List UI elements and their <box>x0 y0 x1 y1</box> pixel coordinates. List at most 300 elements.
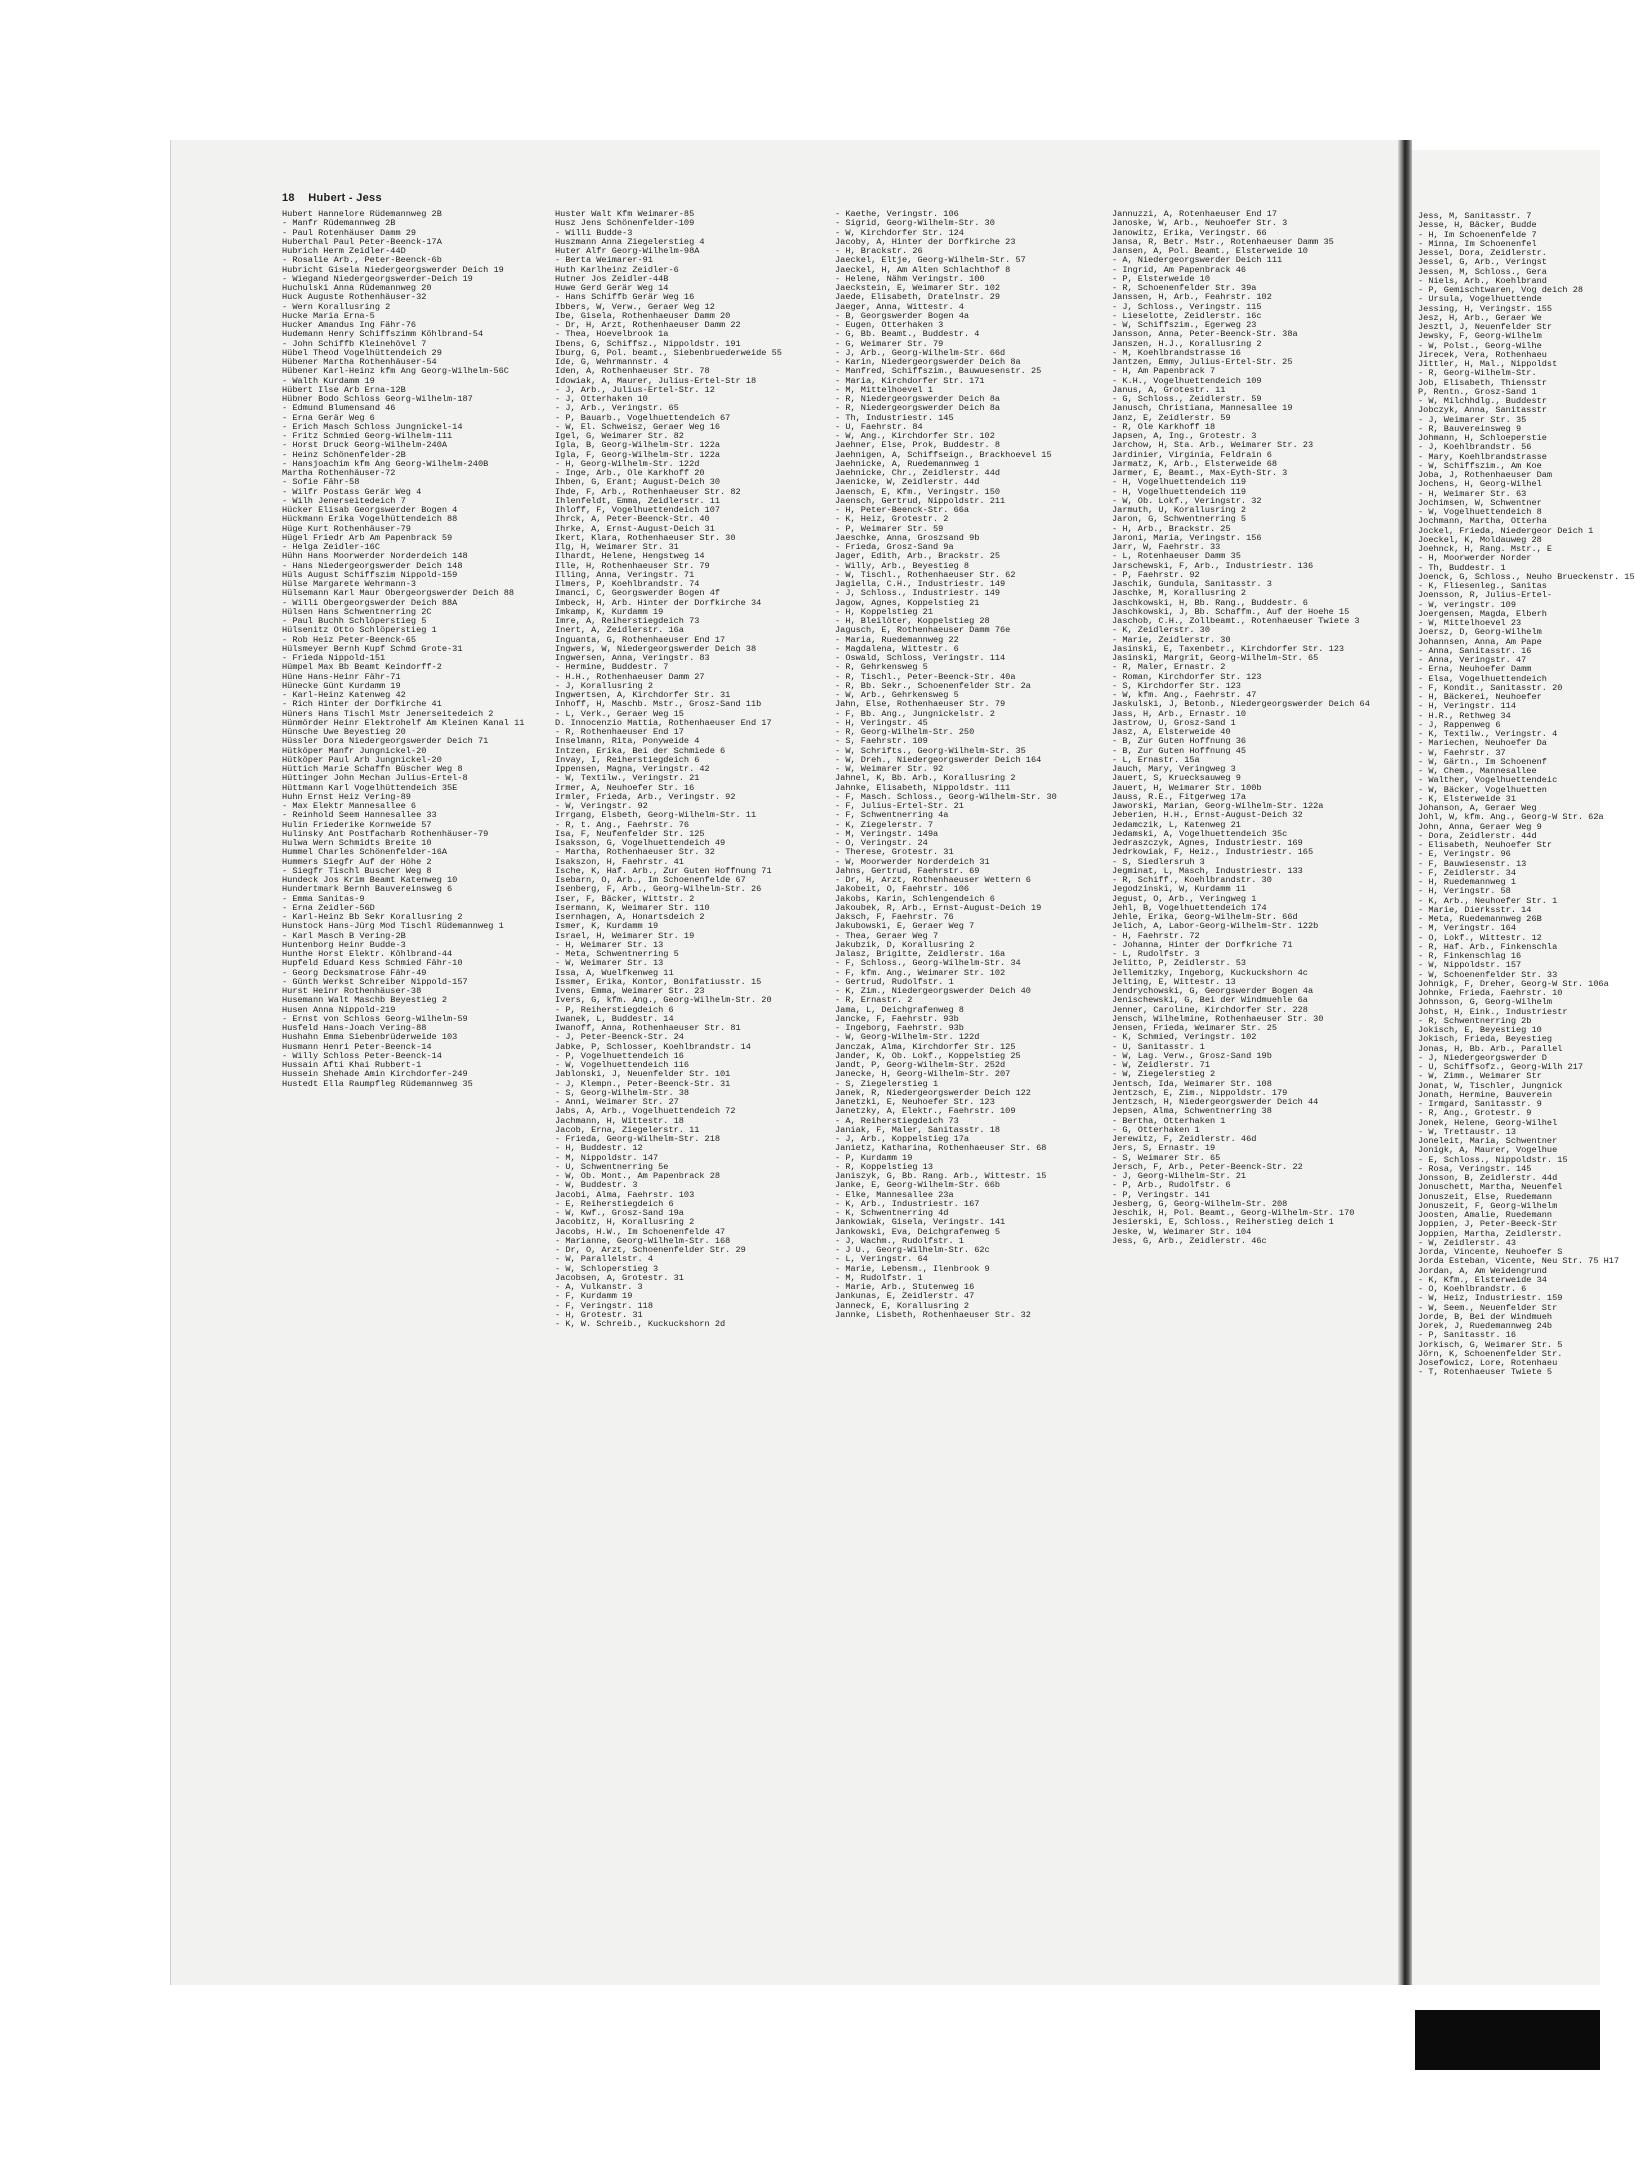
directory-entry: Johannsen, Anna, Am Pape <box>1418 636 1542 647</box>
directory-entry: Inguanta, G, Rothenhaeuser End 17 <box>555 634 726 645</box>
directory-entry: Jaschkowski, H, Bb. Rang., Buddestr. 6 <box>1112 597 1308 608</box>
directory-entry: Hudemann Henry Schiffszimm Köhlbrand-54 <box>282 329 484 340</box>
directory-entry: Jakoubek, R, Arb., Ernst-August-Deich 19 <box>835 902 1042 913</box>
directory-entry: Jankunas, E, Zeidlerstr. 47 <box>835 1291 975 1302</box>
directory-entry: - W, Seem., Neuenfelder Str <box>1418 1302 1558 1313</box>
directory-entry: Jankowski, Eva, Deichgrafenweg 5 <box>835 1226 1001 1237</box>
directory-entry: Issmer, Erika, Kontor, Bonifatiusstr. 15 <box>555 976 762 987</box>
directory-entry: - Rosa, Veringstr. 145 <box>1418 1163 1532 1174</box>
directory-entry: - Lieselotte, Zeidlerstr. 16c <box>1112 310 1262 321</box>
directory-entry: Isebarn, O, Arb., Im Schoenenfelde 67 <box>555 875 746 885</box>
directory-entry: - U, Faehrstr. 84 <box>835 421 923 432</box>
directory-entry: - Hans Niedergeorgswerder Deich 148 <box>282 560 463 571</box>
directory-entry: Jirecek, Vera, Rothenhaeu <box>1418 349 1547 360</box>
directory-entry: Hussein Shehade Amin Kirchdorfer-249 <box>282 1069 468 1080</box>
page-title: Hubert - Jess <box>308 192 382 204</box>
directory-entry: - H, Grotestr. 31 <box>555 1309 643 1320</box>
directory-entry: Iwanoff, Anna, Rothenhaeuser Str. 81 <box>555 1023 741 1033</box>
directory-entry: - Therese, Grotestr. 31 <box>835 847 954 858</box>
directory-entry: Jauert, H, Weimarer Str. 100b <box>1112 782 1262 793</box>
directory-entry: - W, Dreh., Niedergeorgswerder Deich 164 <box>835 754 1042 765</box>
directory-entry: - Irmgard, Sanitasstr. 9 <box>1418 1099 1542 1109</box>
directory-entry: Jobczyk, Anna, Sanitasstr <box>1418 405 1547 416</box>
directory-entry: Jentzsch, H, Niedergeorgswerder Deich 44 <box>1112 1097 1319 1107</box>
directory-entry: Hulwa Wern Schmidts Breite 10 <box>282 838 432 848</box>
directory-entry: Jachmann, H, Wittestr. 18 <box>555 1115 684 1126</box>
directory-entry: Ippensen, Magna, Veringstr. 42 <box>555 764 710 774</box>
directory-entry: Hüls August Schiffszim Nippold-159 <box>282 569 458 580</box>
directory-entry: - Mary, Koehlbrandstrasse <box>1418 451 1547 462</box>
directory-entry: Hunthe Horst Elektr. Köhlbrand-44 <box>282 949 453 959</box>
directory-entry: Jaeckel, H, Am Alten Schlachthof 8 <box>835 264 1011 275</box>
directory-entry: - Ernst von Schloss Georg-Wilhelm-59 <box>282 1013 468 1024</box>
directory-entry: Ibe, Gisela, Rothenhaeuser Damm 20 <box>555 310 731 321</box>
directory-entry: Hüge Kurt Rothenhäuser-79 <box>282 523 411 534</box>
directory-entry: - E, Veringstr. 96 <box>1418 849 1511 860</box>
directory-entry: - W, Chem., Mannesallee <box>1418 766 1537 776</box>
directory-entry: - P, Faehrstr. 92 <box>1112 569 1200 580</box>
directory-entry: Joersz, D, Georg-Wilhelm <box>1418 627 1542 638</box>
directory-entry: - K, Ziegelerstr. 7 <box>835 819 933 830</box>
directory-entry: - R, Rothenhaeuser End 17 <box>555 727 684 737</box>
directory-entry: - P, Reiherstiegdeich 6 <box>555 1004 674 1015</box>
directory-entry: Jahn, Else, Rothenhaeuser Str. 79 <box>835 699 1006 710</box>
directory-entry: Jochimsen, W, Schwentner <box>1418 497 1542 508</box>
directory-entry: Jonuschett, Martha, Neuenfel <box>1418 1182 1563 1193</box>
directory-entry: - Bertha, Otterhaken 1 <box>1112 1115 1226 1126</box>
directory-entry: Jorkisch, G, Weimarer Str. 5 <box>1418 1339 1563 1350</box>
directory-entry: - W, Weimarer Str. 13 <box>555 958 664 969</box>
directory-entry: - K, Arb., Neuhoefer Str. 1 <box>1418 895 1558 906</box>
directory-entry: - L, Rudolfstr. 3 <box>1112 949 1200 959</box>
directory-entry: - R, Finkenschlag 16 <box>1418 951 1522 961</box>
directory-entry: Jarmatz, K, Arb., Elsterweide 68 <box>1112 458 1278 469</box>
directory-entry: Huntenborg Heinr Budde-3 <box>282 939 406 950</box>
directory-entry: Hückmann Erika Vogelhüttendeich 88 <box>282 514 458 525</box>
directory-entry: - W, Vogelhuettendeich 116 <box>555 1060 690 1070</box>
directory-entry: Ingwersen, Anna, Veringstr. 83 <box>555 653 710 663</box>
directory-entry: Jonuszeit, F, Georg-Wilhelm <box>1418 1200 1558 1211</box>
directory-entry: - J, Otterhaken 10 <box>555 394 648 404</box>
directory-entry: Jesse, H, Bäcker, Budde <box>1418 220 1537 231</box>
directory-entry: Jochmann, Martha, Otterha <box>1418 516 1547 527</box>
directory-entry: - J, Niedergeorgswerder D <box>1418 1052 1547 1063</box>
book-gutter <box>1398 140 1412 1985</box>
directory-entry: - W, Textilw., Veringstr. 21 <box>555 773 700 784</box>
directory-entry: - K, W. Schreib., Kuckuckshorn 2d <box>555 1319 726 1329</box>
directory-entry: - H.R., Rethweg 34 <box>1418 710 1511 721</box>
directory-entry: - H, Vogelhuettendeich 119 <box>1112 477 1247 488</box>
directory-entry: Ingwers, W, Niedergeorgswerder Deich 38 <box>555 643 757 654</box>
directory-entry: Jaskulski, J, Betonb., Niedergeorgswerder Deich 64 <box>1112 699 1370 710</box>
directory-entry: - Dr, O, Arzt, Schoenenfelder Str. 29 <box>555 1245 746 1255</box>
directory-entry: Jankowiak, Gisela, Veringstr. 141 <box>835 1217 1006 1228</box>
directory-entry: Janowitz, Erika, Veringstr. 66 <box>1112 227 1267 238</box>
directory-entry: - L, Verk., Geraer Weg 15 <box>555 708 684 719</box>
directory-entry: Jaede, Elisabeth, Dratelnstr. 29 <box>835 292 1001 303</box>
directory-entry: Jahnel, K, Bb. Arb., Korallusring 2 <box>835 773 1016 784</box>
directory-entry: - P, Gemischtwaren, Vog deich 28 <box>1418 285 1584 295</box>
directory-entry: Janneck, E, Korallusring 2 <box>835 1300 970 1311</box>
directory-entry: Hummel Charles Schönenfelder-16A <box>282 847 448 858</box>
directory-entry: Isaksson, G, Vogelhuettendeich 49 <box>555 838 726 848</box>
directory-entry: Ibbers, W, Verw., Geraer Weg 12 <box>555 301 715 312</box>
directory-entry: Jonsson, B, Zeidlerstr. 44d <box>1418 1173 1558 1183</box>
directory-entry: - B, Zur Guten Hoffnung 36 <box>1112 736 1247 747</box>
directory-entry: Janke, E, Georg-Wilhelm-Str. 66b <box>835 1180 1001 1191</box>
directory-entry: Jansen, A, Pol. Beamt., Elsterweide 10 <box>1112 246 1308 256</box>
directory-entry: - Meta, Ruedemannweg 26B <box>1418 914 1542 924</box>
directory-entry: Hussain Afti Khai Rubbert-1 <box>282 1060 422 1070</box>
directory-entry: - F, Kondit., Sanitasstr. 20 <box>1418 682 1563 693</box>
directory-entry: - T, Rotenhaeuser Twiete 5 <box>1418 1367 1553 1378</box>
directory-entry: - Mariechen, Neuhoefer Da <box>1418 738 1547 749</box>
directory-entry: Hüne Hans-Heinr Fähr-71 <box>282 671 401 682</box>
directory-entry: - H, Veringstr. 114 <box>1418 701 1516 712</box>
directory-entry: - Walth Kurdamm 19 <box>282 375 375 386</box>
directory-entry: - M, Rudolfstr. 1 <box>835 1272 923 1283</box>
directory-entry: - W, Faehrstr. 37 <box>1418 747 1506 758</box>
directory-entry: - F, Schwentnerring 4a <box>835 810 949 821</box>
directory-entry: Hüners Hans Tischl Mstr Jenerseitedeich 2 <box>282 708 494 719</box>
directory-entry: Jonek, Helene, Georg-Wilhel <box>1418 1117 1558 1128</box>
directory-entry: Jaschkowski, J, Bb. Schaffm., Auf der Hoehe 15 <box>1112 606 1350 617</box>
directory-entry: - H, Faehrstr. 72 <box>1112 930 1200 941</box>
directory-entry: - L, Ernastr. 15a <box>1112 754 1200 765</box>
directory-entry: - H, Buddestr. 12 <box>555 1143 643 1154</box>
directory-entry: Hülsenitz Otto Schlöperstieg 1 <box>282 625 437 636</box>
directory-entry: Ihloff, F, Vogelhuettendeich 107 <box>555 505 721 515</box>
directory-entry: - Wern Korallusring 2 <box>282 301 391 312</box>
directory-entry: Intzen, Erika, Bei der Schmiede 6 <box>555 745 726 756</box>
directory-entry: Jessel, G, Arb., Veringst <box>1418 257 1547 268</box>
directory-entry: Jakubzik, D, Korallusring 2 <box>835 939 975 950</box>
directory-entry: - K, Schmied, Veringstr. 102 <box>1112 1032 1257 1043</box>
directory-entry: P, Rentn., Grosz-Sand 1 <box>1418 386 1537 397</box>
directory-entry: - Erna, Neuhoefer Damm <box>1418 664 1532 675</box>
directory-entry: - Willy Schloss Peter-Beenck-14 <box>282 1050 442 1061</box>
directory-entry: - Sofie Fähr-58 <box>282 477 360 488</box>
directory-entry: Hübener Karl-Heinz kfm Ang Georg-Wilhelm-56C <box>282 366 509 377</box>
directory-entry: Jessel, Dora, Zeidlerstr. <box>1418 248 1547 258</box>
directory-entry: Joppien, J, Peter-Beeck-Str <box>1418 1219 1558 1230</box>
directory-entry: Ihrck, A, Peter-Beenck-Str. 40 <box>555 514 710 525</box>
directory-entry: Imbeck, H, Arb. Hinter der Dorfkirche 34 <box>555 597 762 608</box>
directory-entry: - M, Veringstr. 164 <box>1418 923 1516 934</box>
directory-entry: - W, Buddestr. 3 <box>555 1180 638 1191</box>
directory-entry: - A, Vulkanstr. 3 <box>555 1282 643 1292</box>
directory-entry: - W, Polst., Georg-Wilhe <box>1418 340 1542 351</box>
directory-entry: Joehnck, H, Rang. Mstr., E <box>1418 544 1553 554</box>
directory-entry: Joergensen, Magda, Elberh <box>1418 608 1547 619</box>
directory-entry: - Erna Gerär Weg 6 <box>282 412 375 423</box>
directory-entry: - W, Schloperstieg 3 <box>555 1263 659 1274</box>
directory-entry: Jagusch, E, Rothenhaeuser Damm 76e <box>835 625 1011 636</box>
directory-entry: Hütköper Manfr Jungnickel-20 <box>282 745 427 756</box>
directory-entry: Ide, G, Wehrmannstr. 4 <box>555 357 669 367</box>
directory-entry: Hulinsky Ant Postfacharb Rothenhäuser-79 <box>282 828 489 839</box>
directory-entry: Ihlenfeldt, Emma, Zeidlerstr. 11 <box>555 495 721 506</box>
directory-entry: Jarchow, H, Sta. Arb., Weimarer Str. 23 <box>1112 440 1314 451</box>
directory-entry: Hüttmann Karl Vogelhüttendeich 35E <box>282 782 458 793</box>
directory-entry: Jaehnicke, Chr., Zeidlerstr. 44d <box>835 468 1001 478</box>
directory-entry: Hummers Siegfr Auf der Höhe 2 <box>282 856 432 867</box>
directory-entry: Jannuzzi, A, Rotenhaeuser End 17 <box>1112 209 1278 219</box>
directory-entry: Jasz, A, Elsterweide 40 <box>1112 727 1231 737</box>
directory-entry: - J, Arb., Koppelstieg 17a <box>835 1134 970 1144</box>
directory-entry: Jokisch, E, Beyestieg 10 <box>1418 1025 1542 1035</box>
directory-entry: - U, Schwentnerring 5e <box>555 1161 669 1172</box>
binding-shadow <box>1415 2010 1600 2070</box>
directory-entry: - Magdalena, Wittestr. 6 <box>835 643 959 654</box>
directory-entry: Jandt, P, Georg-Wilhelm-Str. 252d <box>835 1060 1006 1070</box>
directory-entry: - Karl-Heinz Bb Sekr Korallusring 2 <box>282 912 463 922</box>
directory-entry: Hübert Ilse Arb Erna-12B <box>282 384 406 395</box>
directory-entry: - S, Georg-Wilhelm-Str. 38 <box>555 1087 690 1098</box>
directory-entry: - W, Lag. Verw., Grosz-Sand 19b <box>1112 1050 1272 1061</box>
directory-entry: Issa, A, Wuelfkenweg 11 <box>555 967 674 978</box>
directory-entry: - W, Bäcker, Vogelhuetten <box>1418 784 1547 795</box>
directory-entry: Ikert, Klara, Rothenhaeuser Str. 30 <box>555 532 736 543</box>
directory-entry: Jansson, Anna, Peter-Beenck-Str. 38a <box>1112 329 1298 340</box>
directory-entry: - R, Haf. Arb., Finkenschla <box>1418 941 1558 952</box>
directory-entry: - Frieda Nippold-151 <box>282 653 386 663</box>
directory-entry: Igla, F, Georg-Wilhelm-Str. 122a <box>555 449 721 460</box>
directory-entry: - W, Milchhdlg., Buddestr <box>1418 396 1547 406</box>
directory-entry: Jakubowski, E, Geraer Weg 7 <box>835 921 975 932</box>
directory-entry: Jagiella, C.H., Industriestr. 149 <box>835 579 1006 589</box>
directory-entry: - Thea, Geraer Weg 7 <box>835 930 939 941</box>
directory-column-5 <box>1418 211 1635 1378</box>
directory-entry: - S, Kirchdorfer Str. 123 <box>1112 680 1241 691</box>
directory-entry: Iburg, G, Pol. beamt., Siebenbruederweide 55 <box>555 347 782 358</box>
directory-entry: - L, Rotenhaeuser Damm 35 <box>1112 551 1241 562</box>
directory-entry: Jakobeit, O, Faehrstr. 106 <box>835 884 970 895</box>
directory-entry: - R, Ole Karkhoff 18 <box>1112 421 1216 432</box>
directory-entry: Martha Rothenhäuser-72 <box>282 468 396 478</box>
directory-entry: Hühn Hans Moorwerder Norderdeich 148 <box>282 551 468 562</box>
directory-entry: - J, Arb., Georg-Wilhelm-Str. 66d <box>835 347 1006 358</box>
directory-entry: Huter Alfr Georg-Wilhelm-98A <box>555 246 700 256</box>
directory-entry: Inhoff, H, Maschb. Mstr., Grosz-Sand 11b <box>555 699 762 710</box>
directory-entry: Jannke, Lisbeth, Rothenhaeuser Str. 32 <box>835 1309 1031 1320</box>
directory-entry: - W, Kwf., Grosz-Sand 19a <box>555 1208 684 1218</box>
directory-entry: Jers, S, Ernastr. 19 <box>1112 1143 1216 1154</box>
directory-entry: Janusch, Christiana, Mannesallee 19 <box>1112 403 1293 414</box>
directory-entry: Jantzen, Emmy, Julius-Ertel-Str. 25 <box>1112 357 1293 367</box>
directory-entry: Jansa, R, Betr. Mstr., Rotenhaeuser Damm 35 <box>1112 236 1334 247</box>
directory-entry: - Niels, Arb., Koehlbrand <box>1418 275 1547 286</box>
directory-entry: - H, Ruedemannweg 1 <box>1418 877 1516 887</box>
directory-entry: - P, Arb., Rudolfstr. 6 <box>1112 1180 1231 1191</box>
directory-entry: Jaeger, Anna, Wittestr. 4 <box>835 301 964 312</box>
directory-entry: Husfeld Hans-Joach Vering-88 <box>282 1023 427 1033</box>
directory-entry: - Horst Druck Georg-Wilhelm-240A <box>282 440 448 451</box>
directory-entry: Jaenicke, W, Zeidlerstr. 44d <box>835 477 980 488</box>
directory-entry: Isernhagen, A, Honartsdeich 2 <box>555 912 705 922</box>
directory-entry: Jokisch, Frieda, Beyestieg <box>1418 1034 1553 1045</box>
directory-entry: - Kaethe, Veringstr. 106 <box>835 209 959 219</box>
directory-entry: Joba, J, Rothenhaeuser Dam <box>1418 470 1553 480</box>
directory-entry: - Marianne, Georg-Wilhelm-Str. 168 <box>555 1235 731 1246</box>
directory-entry: - O, Veringstr. 24 <box>835 838 928 848</box>
directory-entry: - Helga Zeidler-16C <box>282 542 380 552</box>
directory-entry: Janz, E, Zeidlerstr. 59 <box>1112 412 1231 423</box>
directory-entry: - W, Ob. Lokf., Veringstr. 32 <box>1112 495 1262 506</box>
directory-entry: - G, Otterhaken 1 <box>1112 1124 1200 1135</box>
directory-entry: - P, Weimarer Str. 59 <box>835 523 944 534</box>
directory-entry: - R, Koppelstieg 13 <box>835 1161 933 1172</box>
directory-entry: Johnke, Frieda, Faehrstr. 10 <box>1418 988 1563 998</box>
directory-entry: Hünsche Uwe Beyestieg 20 <box>282 727 406 737</box>
directory-entry: - A, Reiherstiegdeich 73 <box>835 1115 959 1126</box>
directory-entry: - Hans Schiffb Gerär Weg 16 <box>555 292 695 303</box>
directory-entry: - R, Niedergeorgswerder Deich 8a <box>835 403 1001 414</box>
directory-entry: - K, Heiz, Grotestr. 2 <box>835 514 949 525</box>
directory-entry: Jesztl, J, Neuenfelder Str <box>1418 322 1553 332</box>
directory-entry: Jensch, Wilhelmine, Rothenhaeuser Str. 30 <box>1112 1013 1324 1024</box>
directory-entry: - Paul Rotenhäuser Damm 29 <box>282 227 417 238</box>
directory-entry: - Willi Budde-3 <box>555 227 633 238</box>
directory-entry: Jaschik, Gundula, Sanitasstr. 3 <box>1112 579 1272 589</box>
directory-column-1 <box>282 210 550 1089</box>
directory-entry: - Gertrud, Rudolfstr. 1 <box>835 976 954 987</box>
directory-entry: Jaensch, Gertrud, Nippoldstr. 211 <box>835 495 1006 506</box>
directory-entry: Jabs, A, Arb., Vogelhuettendeich 72 <box>555 1106 736 1117</box>
directory-entry: Hubert Hannelore Rüdemannweg 2B <box>282 209 442 219</box>
directory-entry: Janecke, H, Georg-Wilhelm-Str. 207 <box>835 1069 1011 1080</box>
directory-entry: - Elke, Mannesallee 23a <box>835 1189 954 1200</box>
directory-entry: - Ingeborg, Faehrstr. 93b <box>835 1023 964 1033</box>
directory-entry: Jepsen, Alma, Schwentnerring 38 <box>1112 1106 1272 1117</box>
directory-entry: Hubrich Herm Zeidler-44D <box>282 246 406 256</box>
directory-entry: Jarmer, E, Beamt., Max-Eyth-Str. 3 <box>1112 468 1288 478</box>
directory-entry: Jesz, H, Arb., Geraer We <box>1418 312 1542 323</box>
directory-entry: - H, Moorwerder Norder <box>1418 553 1532 564</box>
directory-entry: - U, Sanitasstr. 1 <box>1112 1041 1205 1052</box>
directory-entry: - Martha, Rothenhaeuser Str. 32 <box>555 847 715 858</box>
directory-entry: - H, Veringstr. 45 <box>835 717 928 728</box>
directory-entry: Ibens, G, Schiffsz., Nippoldstr. 191 <box>555 338 741 349</box>
directory-entry: Jarschewski, F, Arb., Industriestr. 136 <box>1112 560 1314 571</box>
directory-entry: - W, Ziegelerstieg 2 <box>1112 1069 1216 1080</box>
directory-entry: Jordan, A, Am Weidengrund <box>1418 1265 1547 1276</box>
directory-entry: Japsen, A, Ing., Grotestr. 3 <box>1112 431 1257 441</box>
directory-entry: Jedraszczyk, Agnes, Industriestr. 169 <box>1112 838 1303 848</box>
directory-entry: - J, Wachm., Rudolfstr. 1 <box>835 1235 964 1246</box>
directory-entry: - B, Zur Guten Hoffnung 45 <box>1112 745 1247 756</box>
directory-entry: - G, Weimarer Str. 79 <box>835 338 944 349</box>
directory-entry: Iden, A, Rothenhaeuser Str. 78 <box>555 366 710 377</box>
directory-entry: Jauert, S, Kruecksauweg 9 <box>1112 773 1241 784</box>
directory-entry: Joenck, G, Schloss., Neuho Brueckenstr. 15 <box>1418 571 1635 582</box>
directory-entry: - K, Zeidlerstr. 30 <box>1112 625 1210 636</box>
directory-entry: - R, Niedergeorgswerder Deich 8a <box>835 394 1001 404</box>
directory-entry: - Dora, Zeidlerstr. 44d <box>1418 830 1537 841</box>
directory-entry: Ingwertsen, A, Kirchdorfer Str. 31 <box>555 690 731 700</box>
directory-entry: Ihde, F, Arb., Rothenhaeuser Str. 82 <box>555 486 741 497</box>
directory-entry: Jenischewski, G, Bei der Windmuehle 6a <box>1112 995 1308 1006</box>
directory-entry: Jess, G, Arb., Zeidlerstr. 46c <box>1112 1235 1267 1246</box>
directory-entry: Jenner, Caroline, Kirchdorfer Str. 228 <box>1112 1004 1308 1015</box>
directory-entry: - W, Georg-Wilhelm-Str. 122d <box>835 1032 980 1043</box>
directory-entry: - A, Niedergeorgswerder Deich 111 <box>1112 255 1283 266</box>
directory-entry: Ivens, Emma, Weimarer Str. 23 <box>555 986 705 996</box>
directory-entry: Jehl, B, Vogelhuettendeich 174 <box>1112 902 1267 913</box>
directory-entry: - Ingrid, Am Papenbrack 46 <box>1112 264 1247 275</box>
directory-entry: Jaeckel, Eltje, Georg-Wilhelm-Str. 57 <box>835 255 1026 266</box>
directory-entry: - J U., Georg-Wilhelm-Str. 62c <box>835 1245 990 1255</box>
directory-entry: D. Innocenzio Mattia, Rothenhaeuser End 17 <box>555 717 772 728</box>
directory-entry: Janietz, Katharina, Rothenhaeuser Str. 68 <box>835 1143 1047 1154</box>
directory-entry: Johl, W, kfm. Ang., Georg-W Str. 62a <box>1418 812 1604 823</box>
directory-entry: Husen Anna Nippold-219 <box>282 1004 396 1015</box>
directory-entry: Igla, B, Georg-Wilhelm-Str. 122a <box>555 440 721 451</box>
directory-entry: Hütköper Paul Arb Jungnickel-20 <box>282 754 442 765</box>
directory-entry: Jegminat, L, Masch, Industriestr. 133 <box>1112 865 1303 876</box>
directory-entry: - Karin, Niedergeorgswerder Deich 8a <box>835 357 1021 367</box>
directory-entry: - H, Arb., Brackstr. 25 <box>1112 523 1231 534</box>
directory-entry: Jablonski, J, Neuenfelder Str. 101 <box>555 1069 731 1080</box>
directory-entry: - R, Georg-Wilhelm-Str. 250 <box>835 727 975 737</box>
directory-entry: - W, El. Schweisz, Geraer Weg 16 <box>555 421 721 432</box>
directory-entry: - H, Georg-Wilhelm-Str. 122d <box>555 458 700 469</box>
directory-entry: - W, Gärtn., Im Schoenenf <box>1418 756 1547 767</box>
directory-entry: - Willy, Arb., Beyestieg 8 <box>835 560 970 571</box>
directory-entry: Ismer, K, Kurdamm 19 <box>555 921 659 932</box>
directory-entry: Jacobi, Alma, Faehrstr. 103 <box>555 1189 695 1200</box>
directory-entry: Job, Elisabeth, Thiensstr <box>1418 377 1547 388</box>
directory-entry: Jesierski, E, Schloss., Reiherstieg deich 1 <box>1112 1217 1334 1228</box>
directory-entry: - H, Weimarer Str. 63 <box>1418 488 1527 499</box>
directory-entry: Jegust, O, Arb., Veringweg 1 <box>1112 893 1257 904</box>
directory-entry: Jabke, P, Schlosser, Koehlbrandstr. 14 <box>555 1041 751 1052</box>
directory-entry: Jockel, Frieda, Niedergeor Deich 1 <box>1418 525 1594 536</box>
directory-entry: - Helene, Nähm Veringstr. 100 <box>835 273 985 284</box>
directory-entry: - Berta Weimarer-91 <box>555 255 653 266</box>
directory-entry: - F, Zeidlerstr. 34 <box>1418 867 1516 878</box>
directory-entry: Huhn Ernst Heiz Vering-89 <box>282 791 411 802</box>
directory-entry: Jager, Edith, Arb., Brackstr. 25 <box>835 551 1001 562</box>
directory-entry: - Wiegand Niedergeorgswerder-Deich 19 <box>282 273 473 284</box>
directory-entry: Hügel Friedr Arb Am Papenbrack 59 <box>282 532 453 543</box>
directory-entry: - R, Tischl., Peter-Beenck-Str. 40a <box>835 671 1016 682</box>
directory-entry: - F, Julius-Ertel-Str. 21 <box>835 801 964 811</box>
directory-entry: - W, Arb., Gehrkensweg 5 <box>835 690 959 700</box>
directory-entry: John, Anna, Geraer Weg 9 <box>1418 821 1542 832</box>
directory-entry: Jentsch, Ida, Weimarer Str. 108 <box>1112 1078 1272 1089</box>
directory-entry: - Edmund Blumensand 46 <box>282 403 396 414</box>
directory-entry: Jarmuth, U, Korallusring 2 <box>1112 505 1247 515</box>
directory-entry: - H, Bäckerei, Neuhoefer <box>1418 692 1542 702</box>
directory-entry: - M, Koehlbrandstrasse 16 <box>1112 347 1241 358</box>
directory-entry: Janoske, W, Arb., Neuhoefer Str. 3 <box>1112 218 1288 229</box>
directory-entry: Imkamp, K, Kurdamm 19 <box>555 606 664 617</box>
directory-entry: - W, Weimarer Str. 92 <box>835 764 944 774</box>
directory-entry: - K, Schwentnerring 4d <box>835 1208 949 1218</box>
directory-entry: - F, Bb. Ang., Jungnickelstr. 2 <box>835 708 995 719</box>
directory-entry: Jastrow, U, Grosz-Sand 1 <box>1112 717 1236 728</box>
directory-entry: Hüttinger John Mechan Julius-Ertel-8 <box>282 773 468 784</box>
directory-entry: - Anna, Sanitasstr. 16 <box>1418 645 1532 656</box>
directory-entry: - F, Masch. Schloss., Georg-Wilhelm-Str. 30 <box>835 791 1057 802</box>
directory-entry: - Marie, Arb., Stutenweg 16 <box>835 1282 975 1292</box>
directory-entry: - R, Bb. Sekr., Schoenenfelder Str. 2a <box>835 680 1031 691</box>
directory-entry: - J, Weimarer Str. 35 <box>1418 414 1527 425</box>
directory-entry: - Inge, Arb., Ole Karkhoff 20 <box>555 468 705 478</box>
directory-entry: - E, Schloss., Nippoldstr. 15 <box>1418 1154 1568 1165</box>
directory-entry: - Walther, Vogelhuettendeic <box>1418 775 1558 786</box>
